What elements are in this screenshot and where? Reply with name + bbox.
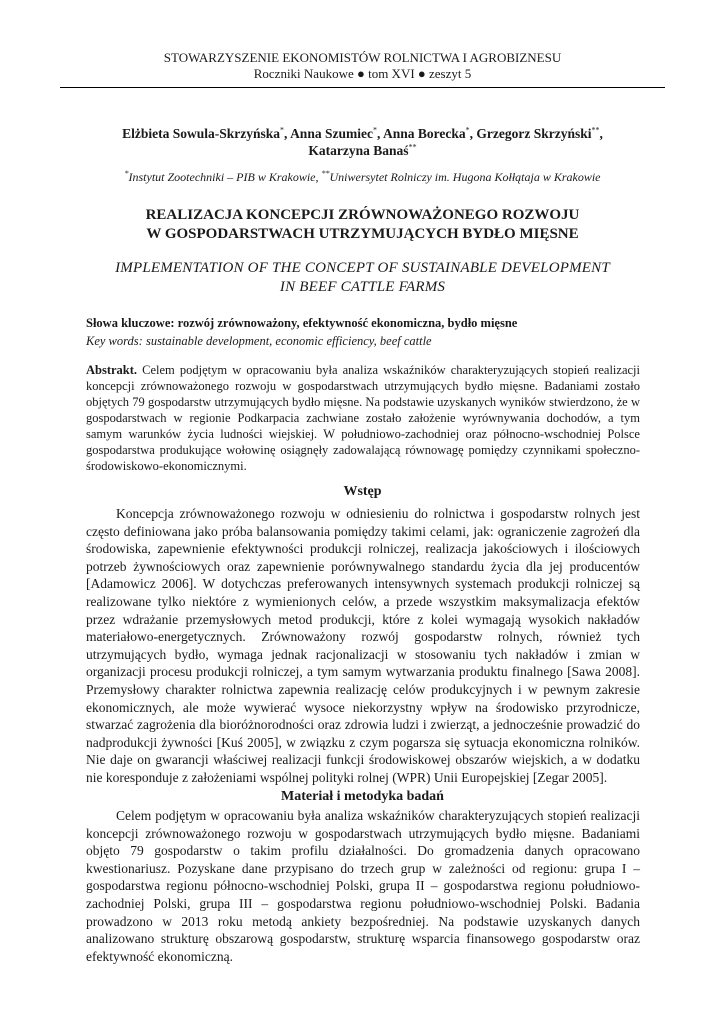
journal-header: [60, 50, 665, 82]
keywords-english: Key words: sustainable development, economic efficiency, beef cattle: [86, 334, 432, 348]
author-name: Katarzyna Banaś: [308, 143, 409, 158]
affiliation-mark: **: [321, 169, 330, 178]
section-title-introduction: Wstęp: [343, 484, 382, 499]
title-english-line: IMPLEMENTATION OF THE CONCEPT OF SUSTAINABLE DEVELOPMENT: [115, 260, 610, 276]
author-list: Elżbieta Sowula-Skrzyńska*, Anna Szumiec*, Anna Borecka*, Grzegorz Skrzyński**, Katarzyna Banaś**: [122, 125, 603, 158]
author-mark: *: [465, 125, 470, 135]
section-title-methods: Materiał i metodyka badań: [281, 789, 444, 804]
author-mark: **: [408, 142, 417, 152]
author-mark: *: [280, 125, 285, 135]
author-mark: **: [591, 125, 600, 135]
methods-paragraph: Celem podjętym w opracowaniu była analiza wskaźników charakteryzujących stopień realizacji koncepcji zrównoważonego rozwoju w gospodarstwach utrzymujących bydło mięsne. Badaniami objęto 79 gospodarstw o takim profilu działalności. Do gromadzenia danych opracowano kwestionariusz. Pozyskane dane przypisano do trzech grup w zależności od regionu: grupa I – gospodarstwa regionu północno-wschodniej Polski, grupa II – gospodarstwa regionu południowo-zachodniej Polski, grupa III – gospodarstwa regionu południowo-wschodniej Polski. Badania prowadzono w 2013 roku metodą ankiety bezpośredniej. Na podstawie uzyskanych danych analizowano strukturę obszarową gospodarstw, strukturę wsparcia finansowego gospodarstw oraz efektywność ekonomiczną.: [86, 808, 640, 964]
affiliations: [60, 170, 665, 185]
title-polish-line: REALIZACJA KONCEPCJI ZRÓWNOWAŻONEGO ROZWOJU: [145, 207, 580, 223]
affiliation-mark: *: [124, 169, 129, 178]
keywords-polish: Słowa kluczowe: rozwój zrównoważony, efektywność ekonomiczna, bydło mięsne: [86, 316, 518, 330]
affiliation-text: Instytut Zootechniki – PIB w Krakowie,: [128, 170, 322, 184]
affiliation-text: Uniwersytet Rolniczy im. Hugona Kołłątaja w Krakowie: [329, 170, 601, 184]
title-polish-line: W GOSPODARSTWACH UTRZYMUJĄCYCH BYDŁO MIĘSNE: [146, 226, 579, 242]
abstract-text: Celem podjętym w opracowaniu była analiza wskaźników charakteryzujących stopień realizacji koncepcji zrównoważonego rozwoju w gospodarstwach utrzymujących bydło mięsne. Badaniami zostało objętych 79 gospodarstw utrzymujących bydło mięsne. Na podstawie uzyskanych wyników stwierdzono, że w gospodarstwach w regionie Podkarpacia zachwiane zostało założenie wyrównywania dochodów, a tym samym warunków życia ludności wiejskiej. W południowo-zachodniej oraz północno-wschodniej Polsce gospodarstwa produkujące wołowinę osiągnęły zadowalającą równowagę pomiędzy czynnikami społeczno-środowiskowo-ekonomicznymi.: [86, 363, 640, 473]
title-polish: [60, 206, 665, 244]
abstract: [86, 362, 640, 474]
author-name: Anna Szumiec: [290, 126, 373, 141]
journal-issue-line: Roczniki Naukowe ● tom XVI ● zeszyt 5: [253, 66, 472, 81]
association-name: STOWARZYSZENIE EKONOMISTÓW ROLNICTWA I AGROBIZNESU: [163, 50, 562, 65]
author-mark: *: [372, 125, 377, 135]
abstract-label: Abstrakt.: [86, 363, 138, 377]
author-name: Elżbieta Sowula-Skrzyńska: [122, 126, 281, 141]
title-english: [60, 259, 665, 297]
author-name: Anna Borecka: [382, 126, 466, 141]
header-divider: [60, 87, 665, 88]
introduction-paragraph: Koncepcja zrównoważonego rozwoju w odniesieniu do rolnictwa i gospodarstw rolnych jest często definiowana jako próba balansowania pomiędzy takimi celami, jak: ograniczenie zagrożeń dla środowiska, zapewnienie efektywności produkcji rolniczej, realizacja jakościowych i ilościowych potrzeb żywnościowych oraz zapewnienie porównywalnego standardu życia dla jej producentów [Adamowicz 2006]. W dotychczas preferowanych intensywnych systemach produkcji rolniczej są realizowane tylko niektóre z wymienionych celów, a przede wszystkim maksymalizacja efektów przez wdrażanie przemysłowych metod produkcji, które z kolei wymagają wysokich nakładów materiałowo-energetycznych. Zrównoważony rozwój gospodarstw rolnych, również tych utrzymujących bydło, wymaga jednak racjonalizacji w stosowaniu tych nakładów i zmian w organizacji procesu produkcji rolniczej, a tym samym wytwarzania produktu finalnego [Sawa 2008]. Przemysłowy charakter rolnictwa zapewnia realizację celów produkcyjnych i w pewnym zakresie ekonomicznych, ale może wywierać wysoce niekorzystny wpływ na środowisko przyrodnicze, stwarzać zagrożenia dla bioróżnorodności oraz zdrowia ludzi i zwierząt, a jednocześnie prowadzić do nadprodukcji żywności [Kuś 2005], w związku z czym pogarsza się sytuacja ekonomiczna rolników. Nie daje on gwarancji właściwej realizacji funkcji środowiskowej obszarów wiejskich, a w dodatku nie koresponduje z założeniami wspólnej polityki rolnej (WPR) Unii Europejskiej [Zegar 2005].: [86, 506, 640, 785]
author-name: Grzegorz Skrzyński: [476, 126, 592, 141]
title-english-line: IN BEEF CATTLE FARMS: [279, 279, 446, 295]
